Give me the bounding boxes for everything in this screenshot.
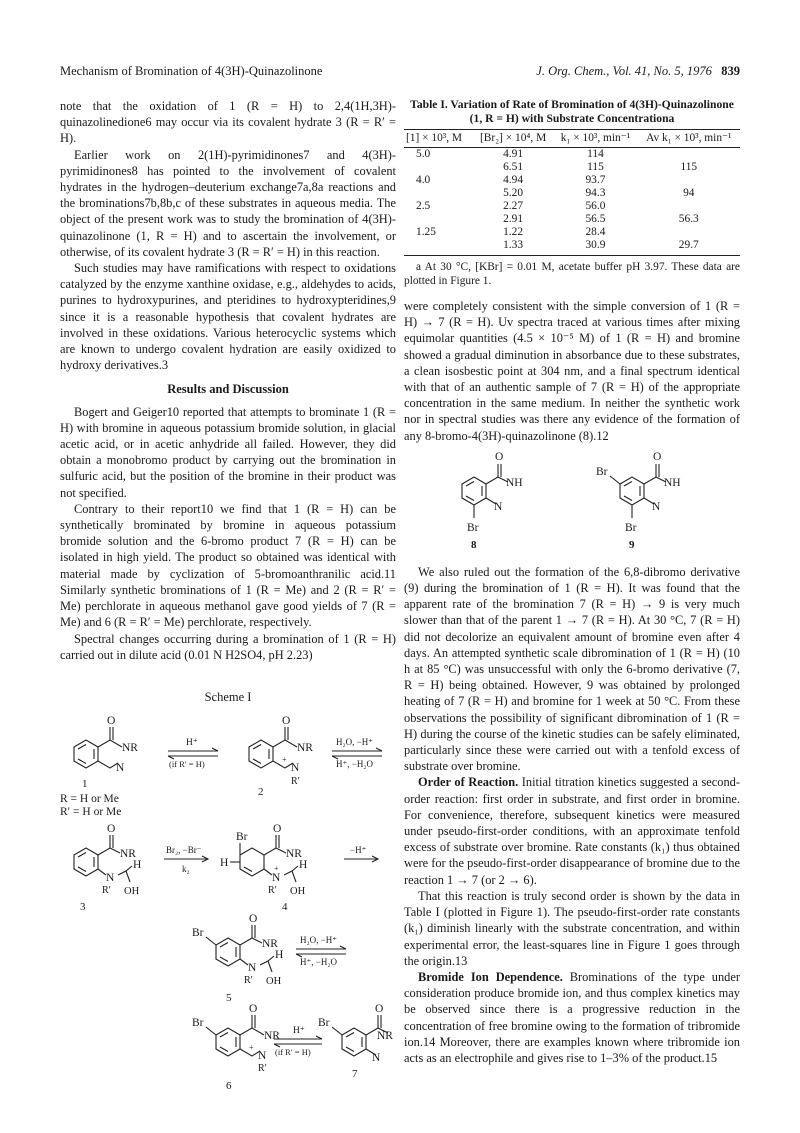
table-cell: 1.25 <box>416 226 436 238</box>
atom-oxygen: O <box>273 823 282 836</box>
rp-definition: R′ = H or Me <box>60 806 122 819</box>
paragraph: That this reaction is truly second order is shown by the data in Table I (plotted in Figure 1). The pseudo-first-order rate constants (k₁) diminish linearly with the substrate concentration, and within experimental error, the least-squares line in Figure 1 goes through the origin.13 <box>404 888 740 968</box>
atom-oxygen: O <box>107 823 116 836</box>
table-cell: 1.33 <box>473 239 554 256</box>
atom-nitrogen: N <box>106 872 115 885</box>
charge-plus: + <box>282 755 287 765</box>
table-cell: 94 <box>683 187 695 199</box>
table-cell: 94.3 <box>585 187 606 199</box>
atom-oxygen: O <box>282 715 291 728</box>
atom-hydrogen: H <box>220 857 229 870</box>
table-cell: 4.94 <box>503 174 524 186</box>
table-cell: 56.0 <box>585 200 606 212</box>
arrow1-top-label: H⁺ <box>186 738 198 749</box>
left-column <box>60 98 396 1095</box>
paragraph <box>404 774 740 887</box>
table-header-cell: k₁ × 10³, min⁻¹ <box>553 130 637 148</box>
atom-nr: NR <box>286 848 302 861</box>
rate-table <box>404 129 740 256</box>
arrow1-bottom-label: (if R′ = H) <box>169 759 205 770</box>
table-header-cell: [1] × 10³, M <box>404 130 473 148</box>
table-cell: 5.20 <box>503 187 524 199</box>
forward-arrow-4 <box>344 856 378 862</box>
r-definition: R = H or Me <box>60 793 119 806</box>
atom-nitrogen: N <box>116 762 125 775</box>
atom-hydrogen: H <box>275 949 284 962</box>
atom-rprime: R′ <box>102 885 111 897</box>
atom-nitrogen: N <box>272 872 281 885</box>
arrow2-bottom-label: H⁺, −H₂O <box>336 759 373 770</box>
table-cell: 5.0 <box>416 148 431 160</box>
atom-nr: NR <box>297 742 313 755</box>
table-cell <box>638 174 740 187</box>
table-cell <box>404 239 473 256</box>
atom-oxygen: O <box>107 715 116 728</box>
table-cell: 1.22 <box>503 226 524 238</box>
table-body <box>404 148 740 256</box>
atom-bromine: Br <box>192 1017 204 1030</box>
atom-oxygen: O <box>375 1003 384 1016</box>
atom-bromine: Br <box>318 1017 330 1030</box>
forward-arrow-3 <box>164 856 208 862</box>
atom-oxygen: O <box>653 450 662 463</box>
table-row <box>404 174 740 187</box>
structures-8-and-9 <box>404 446 740 564</box>
atom-rprime: R′ <box>258 1063 267 1075</box>
atom-oxygen: O <box>495 450 504 463</box>
atom-nr: NR <box>122 742 138 755</box>
equilibrium-arrow-2 <box>332 748 382 759</box>
compound-label-8: 8 <box>471 538 477 551</box>
arrow5-bottom-label: H⁺, −H₂O <box>300 957 337 968</box>
arrow6-top-label: H⁺ <box>293 1026 305 1037</box>
table-cell: 29.7 <box>638 239 740 256</box>
table-cell: 115 <box>587 161 604 173</box>
journal-name: J. Org. Chem., <box>536 64 610 78</box>
table-row <box>404 161 740 174</box>
running-head <box>60 64 740 82</box>
table-row <box>404 213 740 226</box>
atom-nr: NR <box>377 1030 393 1043</box>
atom-oh: OH <box>290 886 306 898</box>
atom-nitrogen: N <box>652 500 661 513</box>
table-cell <box>404 161 473 174</box>
table-footnote: a At 30 °C, [KBr] = 0.01 M, acetate buffer pH 3.97. These data are plotted in Figure 1. <box>404 261 740 287</box>
table-cell: 2.5 <box>416 200 431 212</box>
atom-rprime: R′ <box>244 975 253 987</box>
atom-nitrogen: N <box>291 762 300 775</box>
table-cell: 28.4 <box>585 226 606 238</box>
table-row <box>404 148 740 162</box>
arrow3-top-label: Br₂, −Br⁻ <box>166 845 202 856</box>
compound-label-9: 9 <box>629 538 635 551</box>
table-row <box>404 200 740 213</box>
atom-oxygen: O <box>249 1003 258 1016</box>
atom-nr: NR <box>120 848 136 861</box>
table-cell <box>638 148 740 162</box>
atom-nitrogen: N <box>258 1050 267 1063</box>
paragraph-body: Initial titration kinetics suggested a second-order reaction: first order in substrate, and first order in bromine. For convenience, therefore, subsequent kinetics were measured under pseudo-first-order conditions, with an approximate tenfold excess of substrate over bromine. Rate constants (k₁) thus obtained were for the pseudo-first-order disappearance of bromine due to the reaction 1 → 7 (or 2 → 6). <box>404 775 740 887</box>
arrow3-bottom-label: k₂ <box>182 864 190 875</box>
section-title: Results and Discussion <box>167 382 289 397</box>
atom-bromine: Br <box>596 465 608 478</box>
atom-oh: OH <box>124 886 140 898</box>
paragraph-body: Brominations of the type under consideration produce bromide ion, and thus complex kinetics may be observed since there is a progressive reduction in the concentration of free bromine owing to the formation of tribromide ion.14 Moreover, there are examples known where tribromide ion acts as an electrophile and gives rise to 1–3% of the product.15 <box>404 969 741 1065</box>
compound-label-7: 7 <box>352 1068 358 1081</box>
atom-bromine: Br <box>192 927 204 940</box>
arrow4-top-label: −H⁺ <box>350 845 367 856</box>
equilibrium-arrow-5 <box>296 946 346 957</box>
atom-bromine: Br <box>467 521 479 534</box>
atom-nitrogen: N <box>494 500 503 513</box>
arrow2-top-label: H₂O, −H⁺ <box>336 737 373 748</box>
compound-label-4: 4 <box>282 901 288 914</box>
compound-label-6: 6 <box>226 1080 232 1093</box>
atom-hydrogen: H <box>133 859 142 872</box>
article-title-header: Mechanism of Bromination of 4(3H)-Quinazolinone <box>60 64 323 78</box>
table-cell <box>638 226 740 239</box>
right-column <box>404 98 740 1066</box>
table-title: Table I. Variation of Rate of Bromination of 4(3H)-Quinazolinone (1, R = H) with Substrate Concentrationa <box>410 98 734 125</box>
paragraph: Spectral changes occurring during a bromination of 1 (R = H) carried out in dilute acid (0.01 N H2SO4, pH 2.23) <box>60 631 396 662</box>
subsection-heading: Bromide Ion Dependence. <box>418 969 563 984</box>
charge-plus: + <box>249 1043 254 1053</box>
table-cell: 4.0 <box>416 174 431 186</box>
compound-1-structure <box>74 727 122 768</box>
atom-nr: NR <box>262 938 278 951</box>
table-cell: 4.91 <box>503 148 524 160</box>
compound-label-5: 5 <box>226 992 232 1005</box>
paragraph: note that the oxidation of 1 (R = H) to 2,4(1H,3H)-quinazolinedione6 may occur via its covalent hydrate 3 (R = R′ = H). <box>60 99 396 146</box>
table-cell <box>638 200 740 213</box>
equilibrium-arrow-1 <box>168 748 218 759</box>
compound-label-1: 1 <box>82 778 88 791</box>
compound-label-3: 3 <box>80 901 86 914</box>
paragraph: were completely consistent with the simple conversion of 1 (R = H) → 7 (R = H). Uv spectra traced at various times after mixing equimolar quantities (4.5 × 10⁻⁵ M) of 1 (R = H) and bromine showed a gradual diminution in absorbance due to these substrates, a clean isosbestic point at 304 nm, and a final spectrum identical with that of an authentic sample of 7 (R = H) of the appropriate concentration in the same medium. In neither the synthetic work nor in spectral studies was there any evidence of the formation of any 8-bromo-4(3H)-quinazolinone (8).12 <box>404 299 740 443</box>
table-cell: 30.9 <box>553 239 637 256</box>
table-cell <box>404 187 473 200</box>
table-cell: 114 <box>587 148 604 160</box>
table-cell: 115 <box>680 161 698 173</box>
paragraph: Such studies may have ramifications with respect to oxidations catalyzed by the enzyme xanthine oxidase, e.g., aldehydes to acids, purines to hydroxypurines, and pteridines to hydroxypteridines,9 since it is a reasonable hypothesis that covalent hydrates are involved in these oxidations. Various heterocyclic systems which are known to undergo covalent hydration are easily oxidized to hydroxy derivatives.3 <box>60 261 396 373</box>
arrow5-top-label: H₂O, −H⁺ <box>300 935 337 946</box>
atom-hydrogen: H <box>299 859 308 872</box>
table-cell: 2.27 <box>503 200 524 212</box>
atom-rprime: R′ <box>291 776 300 788</box>
journal-volume: Vol. 41, No. 5, 1976 <box>612 64 712 78</box>
atom-rprime: R′ <box>268 885 277 897</box>
table-cell: 56.5 <box>585 213 606 225</box>
table-cell <box>404 213 473 226</box>
table-cell: 93.7 <box>585 174 606 186</box>
arrow6-bottom-label: (if R′ = H) <box>275 1047 311 1058</box>
atom-nh: NH <box>664 476 681 489</box>
table-cell: 56.3 <box>678 213 699 225</box>
atom-oh: OH <box>266 976 282 988</box>
table-cell: 2.91 <box>503 213 524 225</box>
table-cell: 6.51 <box>503 161 524 173</box>
atom-bromine: Br <box>236 831 248 844</box>
atom-nitrogen: N <box>248 962 257 975</box>
compound-2-structure <box>249 727 297 768</box>
charge-plus: + <box>274 864 279 874</box>
atom-nh: NH <box>506 476 523 489</box>
paragraph: We also ruled out the formation of the 6,8-dibromo derivative (9) during the bromination of 1 (R = H). It was found that the apparent rate of the bromination 7 (R = H) → 9 is very much slower than that of the parent 1 → 7 (R = H). At 30 °C, 7 (R = H) did not decolorize an equivalent amount of bromine even after 4 days. An attempted synthetic scale dibromination of 1 (R = H) (10 h at 85 °C) was unsuccessful with only the 6-bromo derivative (7, R = H) being obtained. However, 9 was obtained by prolonged heating of 7 (R = H) and bromine for 1 week at 50 °C. From these observations the possibility of significant dibromination of 1 (R = H) during the course of the kinetic studies can be safely eliminated, particularly since these were carried out with a tenfold excess of substrate over bromine. <box>404 564 740 774</box>
table-header-cell: [Br₂] × 10⁴, M <box>473 130 554 148</box>
scheme-title: Scheme I <box>204 689 252 704</box>
paragraph: Contrary to their report10 we find that 1 (R = H) can be synthetically brominated by bromine in aqueous potassium bromide solution and the 6-bromo product 7 (R = H) can be isolated in high yield. The product so obtained was identical with material made by cyclization of 5-bromoanthranilic acid.11 Similarly synthetic brominations of 1 (R = Me) and 2 (R = R′ = Me) perchlorate in aqueous methanol gave good yields of 7 (R = Me) and 6 (R = R′ = Me) perchlorate, respectively. <box>60 501 396 630</box>
reaction-scheme <box>60 705 396 1095</box>
table-header-cell: Av k₁ × 10³, min⁻¹ <box>638 130 740 148</box>
atom-oxygen: O <box>249 913 258 926</box>
subsection-heading: Order of Reaction. <box>418 775 519 790</box>
atom-nr: NR <box>264 1030 280 1043</box>
journal-citation <box>536 64 740 79</box>
page-number: 839 <box>721 64 740 78</box>
paragraph <box>404 969 740 1066</box>
atom-bromine: Br <box>625 521 637 534</box>
table-row <box>404 187 740 200</box>
equilibrium-arrow-6 <box>274 1036 322 1047</box>
paragraph: Bogert and Geiger10 reported that attempts to brominate 1 (R = H) with bromine in aqueous potassium bromide solution, in glacial acetic acid, or in acetic anhydride all failed. However, they did obtain a monobromo product by carrying out the bromination in sulfuric acid, but the position of the bromine in their product was not specified. <box>60 404 396 500</box>
table-row <box>404 239 740 256</box>
atom-nitrogen: N <box>372 1052 381 1065</box>
table-row <box>404 226 740 239</box>
compound-6-structure <box>206 1015 264 1056</box>
paragraph: Earlier work on 2(1H)-pyrimidinones7 and 4(3H)-pyrimidinones8 has pointed to the involvement of covalent hydrates in the hydrogen–deuterium exchange7a,8a reactions and the brominations7b,8b,c of these substrates in aqueous media. The object of the present work was to study the bromination of 4(3H)-quinazolinone (1, R = H) and to ascertain the involvement, or otherwise, of its covalent hydrate 3 (R = R′ = H) in this reaction. <box>60 147 396 259</box>
compound-label-2: 2 <box>258 786 264 799</box>
